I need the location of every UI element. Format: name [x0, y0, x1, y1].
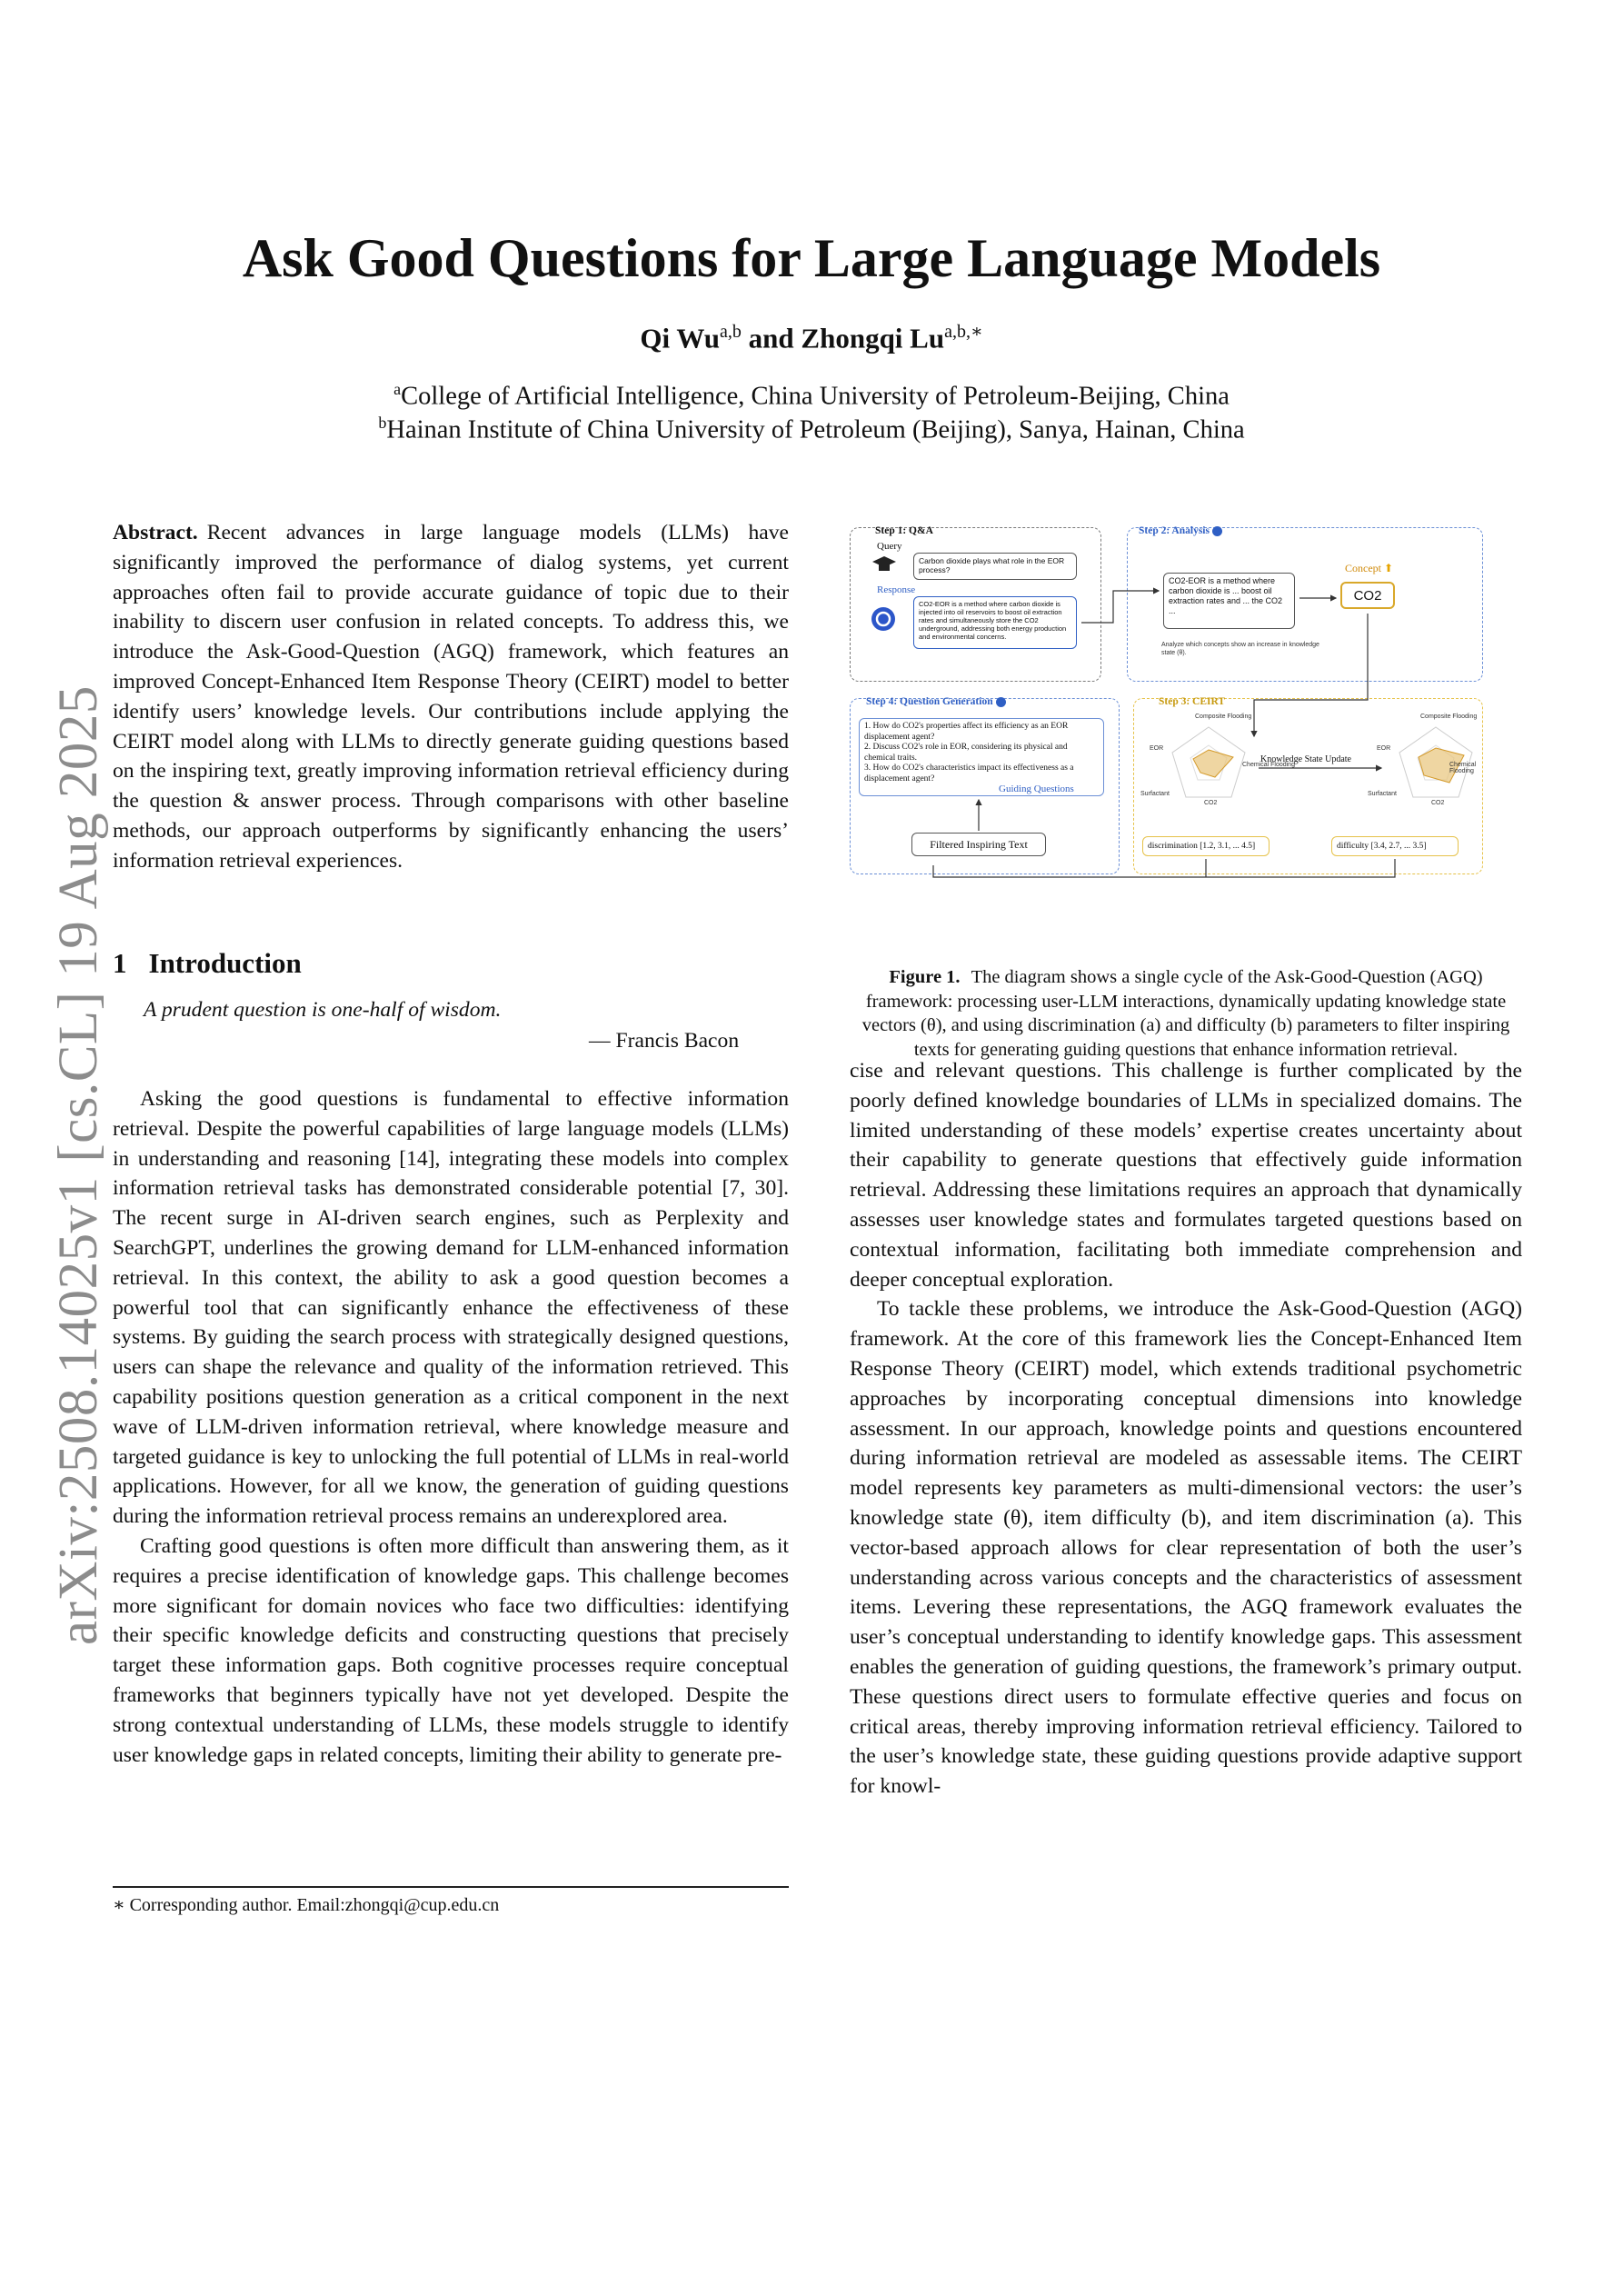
- difficulty-box: difficulty [3.4, 2.7, ... 3.5]: [1331, 836, 1459, 856]
- right-column-body: [850, 1056, 1522, 1802]
- left-column-body: [113, 1084, 789, 1770]
- affiliation-a-sup: a: [393, 380, 402, 398]
- step1-title: Step 1: Q&A: [875, 525, 933, 536]
- radar-l-axis-3: Surfactant: [1140, 791, 1170, 797]
- radar-r-axis-2: CO2: [1431, 800, 1445, 806]
- intro-paragraph-2: Crafting good questions is often more difficult than answering them, as it requires a precise identification of knowledge gaps. This challenge becomes more significant for domain novices who face two difficulties: identifying their specific knowledge deficits and constructing questions that precisely target these information gaps. Both cognitive processes require conceptual frameworks that beginners typically have not yet developed. Despite the strong contextual understanding of LLMs, these models struggle to identify user knowledge gaps in related concepts, limiting their ability to generate pre-: [113, 1533, 789, 1767]
- author-and: and: [741, 322, 802, 354]
- footnote-rule: [113, 1886, 789, 1888]
- update-label: Knowledge State Update: [1260, 754, 1351, 764]
- step3-title: Step 3: CEIRT: [1159, 696, 1226, 707]
- affiliation-a-text: College of Artificial Intelligence, China University of Petroleum-Beijing, China: [401, 382, 1230, 411]
- section-number: 1: [113, 947, 127, 979]
- radar-r-axis-3: Surfactant: [1368, 791, 1397, 797]
- author-2: Zhongqi Lu: [801, 322, 945, 354]
- step2-title-text: Step 2: Analysis: [1139, 525, 1210, 536]
- affiliation-b-sup: b: [378, 414, 387, 432]
- analysis-box: CO2-EOR is a method where carbon dioxide is ... boost oil extraction rates and ... the CO2 ...: [1163, 573, 1295, 629]
- analysis-note: Analyze which concepts show an increase in knowledge state (θ).: [1161, 642, 1319, 656]
- concept-label-text: Concept: [1345, 562, 1381, 574]
- figure-caption: [850, 965, 1522, 1062]
- concept-box: CO2: [1340, 582, 1395, 609]
- right-paragraph-1: cise and relevant questions. This challenge is further complicated by the poorly defined knowledge boundaries of LLMs in specialized domains. The limited understanding of these models’ expertise creates uncertainty about their capability to generate questions that effectively guide information retrieval. Addressing these limitations requires an approach that dynamically assesses user knowledge states and formulates targeted questions based on contextual information, facilitating both immediate comprehension and deeper conceptual exploration.: [850, 1059, 1522, 1292]
- radar-l-axis-0: Composite Flooding: [1195, 714, 1252, 720]
- radar-l-axis-1: Chemical Flooding: [1242, 762, 1295, 768]
- query-box: Carbon dioxide plays what role in the EOR process?: [913, 553, 1077, 580]
- intro-paragraph-1: Asking the good questions is fundamental to effective information retrieval. Despite the powerful capabilities of large language models (LLMs) in understanding and reasoning [14], integrating these models into complex information retrieval tasks has demonstrated considerable potential [7, 30]. The recent surge in AI-driven search engines, such as Perplexity and SearchGPT, underlines the growing demand for LLM-enhanced information retrieval. In this context, the ability to ask a good question becomes a powerful tool that can significantly enhance the effectiveness of these systems. By guiding the search process with strategically designed questions, users can shape the relevance and quality of the information retrieved. This capability positions question generation as a critical component in the next wave of LLM-driven information retrieval, where knowledge measure and targeted guidance is key to unlocking the full potential of LLMs in real-world applications. However, for all we know, the generation of guiding questions during the information retrieval process remains an underexplored area.: [113, 1087, 789, 1529]
- response-box: CO2-EOR is a method where carbon dioxide is injected into oil reservoirs to boost oil extraction rates and simultaneously store the CO2 underground, addressing both energy production and environmental concerns.: [913, 596, 1077, 649]
- footnote: ∗ Corresponding author. Email:zhongqi@cup.edu.cn: [113, 1895, 500, 1915]
- step4-title-text: Step 4: Question Generation: [866, 696, 993, 707]
- query-label: Query: [877, 541, 902, 552]
- section-heading: [113, 947, 302, 980]
- author-2-sup: a,b,∗: [944, 322, 983, 342]
- abstract-text: Recent advances in large language models (LLMs) have significantly improved the performance of dialog systems, yet current approaches often fail to provide accurate guidance of topic due to their inability to discern user confusion in related concepts. To address this, we introduce the Ask-Good-Question (AGQ) framework, which features an improved Concept-Enhanced Item Response Theory (CEIRT) model to better identify users’ knowledge levels. Our contributions include applying the CEIRT model along with LLMs to directly generate guiding questions based on the inspiring text, greatly improving information retrieval efficiency during the question & answer process. Through comparisons with other baseline methods, our approach outperforms by significantly enhancing the users’ information retrieval experiences.: [113, 521, 789, 873]
- caption-label: Figure 1.: [889, 967, 961, 987]
- section-title: Introduction: [148, 947, 302, 979]
- figure-arrows: [850, 527, 1486, 873]
- affiliation-b-text: Hainan Institute of China University of Petroleum (Beijing), Sanya, Hainan, China: [386, 415, 1245, 444]
- right-paragraph-2: To tackle these problems, we introduce the Ask-Good-Question (AGQ) framework. At the core of this framework lies the Concept-Enhanced Item Response Theory (CEIRT) model, which extends traditional psychometric approaches by incorporating conceptual dimensions into knowledge assessment. In our approach, knowledge points and questions encountered during information retrieval are modeled as assessable items. The CEIRT model represents key parameters as multi-dimensional vectors: the user’s knowledge state (θ), item difficulty (b), and item discrimination (a). This vector-based approach allows for clear representation of both the user’s understanding across various concepts and the characteristics of assessment items. Levering these representations, the AGQ framework evaluates the user’s conceptual understanding to identify knowledge gaps. This assessment enables the generation of guiding questions, the framework’s primary output. These questions direct users to formulate effective queries and focus on critical areas, thereby improving information retrieval efficiency. Tailored to the user’s knowledge state, these guiding questions provide adaptive support for knowl-: [850, 1297, 1522, 1799]
- abstract: [113, 518, 789, 876]
- radar-l-axis-2: CO2: [1204, 800, 1218, 806]
- figure-1: [850, 527, 1486, 873]
- affiliation-b: [0, 414, 1623, 445]
- paper-title: Ask Good Questions for Large Language Models: [242, 228, 1381, 288]
- affiliation-a: [0, 380, 1623, 412]
- arrow-up-icon: ⬆: [1384, 562, 1394, 574]
- arxiv-stamp: arXiv:2508.14025v1 [cs.CL] 19 Aug 2025: [48, 685, 109, 1645]
- epigraph-quote: A prudent question is one-half of wisdom.: [144, 998, 502, 1022]
- discrimination-box: discrimination [1.2, 3.1, ... 4.5]: [1142, 836, 1270, 856]
- response-label: Response: [877, 584, 916, 595]
- radar-r-axis-1: Chemical Flooding: [1449, 762, 1477, 774]
- author-1: Qi Wu: [640, 322, 721, 354]
- radar-l-axis-4: EOR: [1150, 745, 1164, 752]
- epigraph-author: — Francis Bacon: [589, 1029, 740, 1053]
- questions-box: 1. How do CO2's properties affect its efficiency as an EOR displacement agent? 2. Discuss CO2's role in EOR, considering its physical and chemical traits. 3. How do CO2's characteristics impact its effectiveness as a displacement agent?: [859, 718, 1104, 796]
- filtered-text-box: Filtered Inspiring Text: [911, 833, 1046, 856]
- guiding-questions-label: Guiding Questions: [999, 784, 1074, 794]
- radar-r-axis-0: Composite Flooding: [1420, 714, 1478, 720]
- author-1-sup: a,b: [720, 322, 742, 342]
- caption-text: The diagram shows a single cycle of the Ask-Good-Question (AGQ) framework: processing user-LLM interactions, dynamically updating knowledge state vectors (θ), and using discrimination (a) and difficulty (b) parameters to filter inspiring texts for generating guiding questions that enhance information retrieval.: [861, 967, 1510, 1060]
- authors: [0, 320, 1623, 354]
- abstract-label: Abstract.: [113, 521, 198, 544]
- radar-r-axis-4: EOR: [1377, 745, 1391, 752]
